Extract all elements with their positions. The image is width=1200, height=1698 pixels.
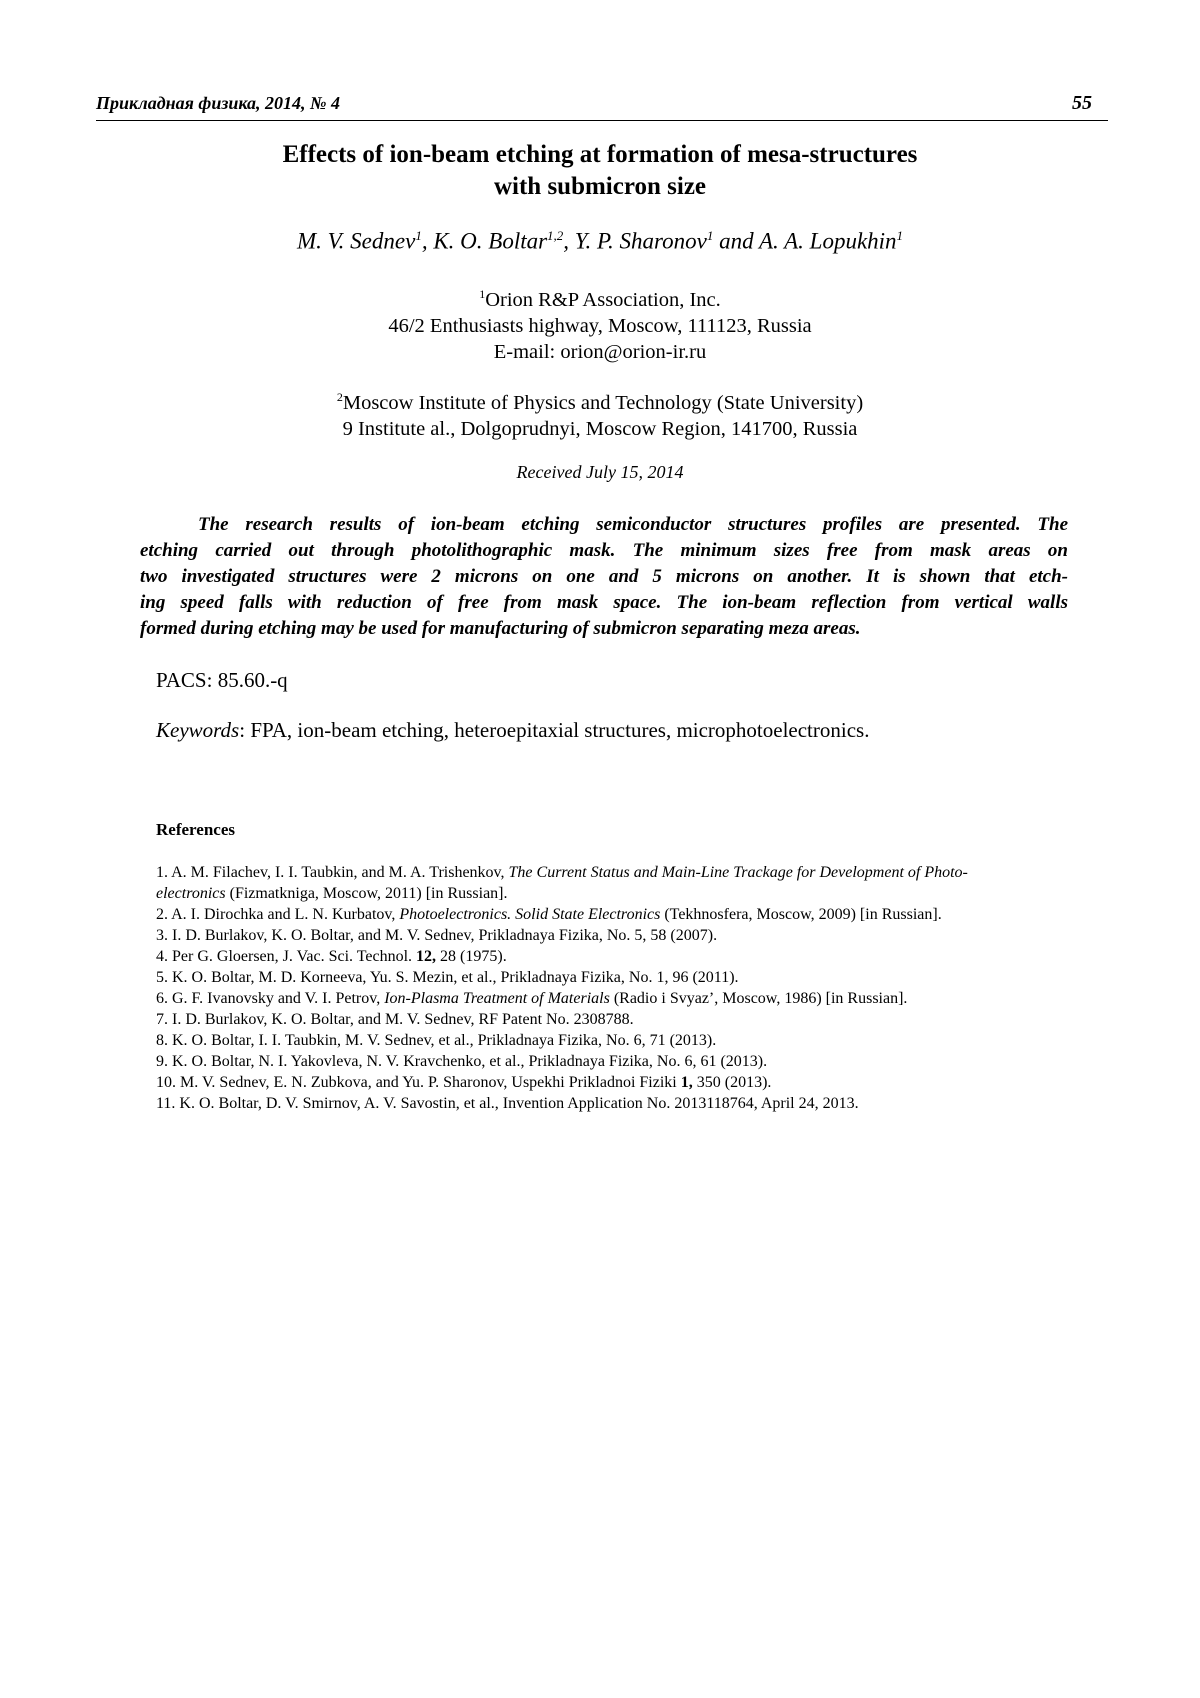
affiliation-name	[100, 281, 1100, 313]
reference-item: 5. K. O. Boltar, M. D. Korneeva, Yu. S. Mezin, et al., Prikladnaya Fizika, No. 1, 96 (2011).	[156, 969, 739, 986]
abstract-line: two investigated structures were 2 microns on one and 5 microns on another. It is shown that etch-	[140, 566, 1068, 587]
abstract-line: etching carried out through photolithographic mask. The minimum sizes free from mask areas on	[140, 540, 1068, 561]
author-list	[100, 228, 1100, 255]
received-date: Received July 15, 2014	[516, 462, 684, 482]
affiliation-mipt	[100, 384, 1100, 442]
affiliation-mark: 1	[479, 287, 486, 301]
keywords-label: Keywords	[156, 718, 240, 742]
keywords-text: : FPA, ion-beam etching, heteroepitaxial structures, microphotoelectronics.	[239, 718, 870, 742]
affiliation-org: Orion R&P Association, Inc.	[485, 288, 721, 311]
affiliation-address: 9 Institute al., Dolgoprudnyi, Moscow Region, 141700, Russia	[342, 417, 858, 440]
title-line: Effects of ion-beam etching at formation of mesa-structures	[282, 141, 918, 168]
reference-item: 1. A. M. Filachev, I. I. Taubkin, and M. A. Trishenkov, The Current Status and Main-Line Trackage for Development of Photo-	[156, 864, 968, 881]
keywords	[156, 718, 869, 743]
reference-item: 7. I. D. Burlakov, K. O. Boltar, and M. V. Sednev, RF Patent No. 2308788.	[156, 1011, 634, 1028]
author-separator: and	[713, 228, 759, 254]
abstract	[140, 512, 1068, 642]
author-name: Y. P. Sharonov	[574, 228, 707, 254]
author-separator: ,	[563, 228, 575, 254]
reference-item: 9. K. O. Boltar, N. I. Yakovleva, N. V. Kravchenko, et al., Prikladnaya Fizika, No. 6, 61 (2013).	[156, 1053, 768, 1070]
reference-list	[156, 862, 1091, 1114]
affiliation-orion	[100, 281, 1100, 365]
author-name: A. A. Lopukhin	[758, 228, 897, 254]
reference-item: 8. K. O. Boltar, I. I. Taubkin, M. V. Sednev, et al., Prikladnaya Fizika, No. 6, 71 (2013).	[156, 1032, 717, 1049]
reference-item: 3. I. D. Burlakov, K. O. Boltar, and M. V. Sednev, Prikladnaya Fizika, No. 5, 58 (2007).	[156, 927, 718, 944]
author-affiliation-mark: 1	[896, 228, 904, 243]
reference-item: 4. Per G. Gloersen, J. Vac. Sci. Technol. 12, 28 (1975).	[156, 948, 507, 965]
author-name: M. V. Sednev	[296, 228, 416, 254]
author-affiliation-mark: 1	[706, 228, 714, 243]
abstract-line: ing speed falls with reduction of free from mask space. The ion-beam reflection from vertical walls	[140, 592, 1068, 613]
reference-item: 11. K. O. Boltar, D. V. Smirnov, A. V. Savostin, et al., Invention Application No. 2013118764, April 24, 2013.	[156, 1095, 859, 1112]
page-number: 55	[1072, 92, 1092, 114]
affiliation-email: E-mail: orion@orion-ir.ru	[493, 340, 707, 363]
reference-item: electronics (Fizmatkniga, Moscow, 2011) [in Russian].	[156, 885, 508, 902]
reference-item: 2. A. I. Dirochka and L. N. Kurbatov, Photoelectronics. Solid State Electronics (Tekhnosfera, Moscow, 2009) [in Russian].	[156, 906, 942, 923]
journal-name: Прикладная физика, 2014, № 4	[96, 93, 341, 113]
author-separator: ,	[421, 228, 434, 254]
references-heading: References	[156, 820, 235, 839]
author-affiliation-mark: 1,2	[547, 228, 564, 243]
author-name: K. O. Boltar	[433, 228, 548, 254]
affiliation-org: Moscow Institute of Physics and Technology (State University)	[342, 391, 864, 414]
pacs-code: PACS: 85.60.-q	[156, 668, 288, 692]
reference-item: 6. G. F. Ivanovsky and V. I. Petrov, Ion-Plasma Treatment of Materials (Radio i Svyaz’, Moscow, 1986) [in Russian].	[156, 990, 908, 1007]
article-title	[100, 139, 1100, 203]
affiliation-mark: 2	[336, 390, 343, 404]
running-header	[96, 92, 1108, 121]
abstract-line: The research results of ion-beam etching semiconductor structures profiles are presented. The	[198, 514, 1068, 535]
abstract-line: formed during etching may be used for manufacturing of submicron separating meza areas.	[140, 618, 861, 639]
reference-item: 10. M. V. Sednev, E. N. Zubkova, and Yu. P. Sharonov, Uspekhi Prikladnoi Fiziki 1, 350 (2013).	[156, 1074, 772, 1091]
affiliation-name	[100, 384, 1100, 416]
author-affiliation-mark: 1	[415, 228, 422, 243]
title-line: with submicron size	[493, 173, 707, 200]
affiliation-address: 46/2 Enthusiasts highway, Moscow, 111123, Russia	[388, 314, 812, 337]
